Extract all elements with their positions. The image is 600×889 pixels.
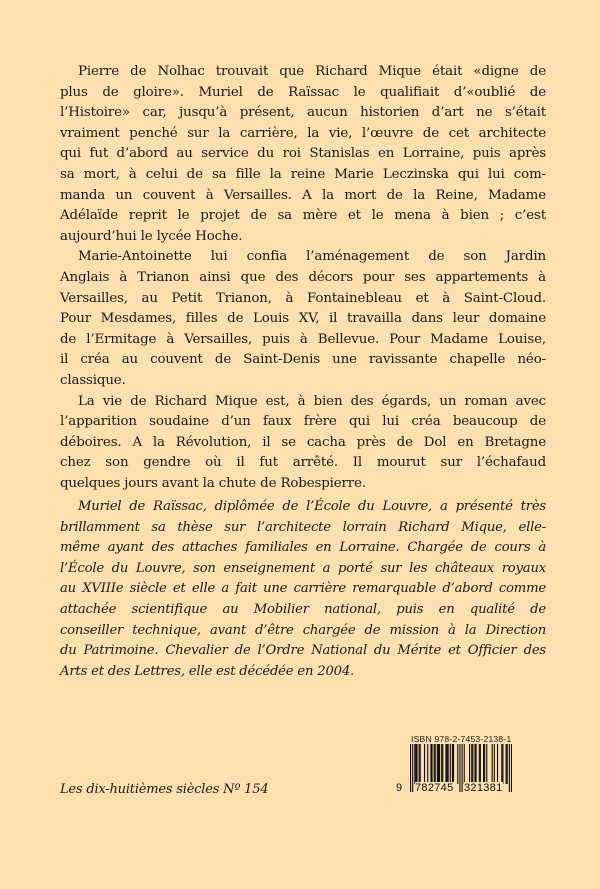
- barcode-bar: [430, 744, 431, 784]
- barcode-bar: [452, 744, 453, 784]
- barcode-bar: [486, 744, 487, 784]
- text-line: qui fut d’abord au service du roi Stanislas en Lorraine, puis après: [60, 146, 546, 162]
- barcode-bar: [419, 744, 420, 784]
- barcode-bar: [424, 744, 425, 784]
- barcode-bar: [414, 744, 415, 784]
- barcode-bar: [416, 744, 417, 784]
- barcode-first-digit: 9: [396, 782, 403, 794]
- text-line: sa mort, à celui de sa fille la reine Marie Leczinska qui lui com-: [60, 166, 546, 182]
- barcode-bar: [450, 744, 451, 784]
- barcode-bar: [447, 744, 448, 784]
- barcode-bar: [437, 744, 438, 784]
- text-line: chez son gendre où il fut arrêté. Il mourut sur l’échafaud: [60, 455, 546, 471]
- barcode-bar: [509, 744, 510, 792]
- barcode-bar: [442, 744, 443, 784]
- series-label: Les dix-huitièmes siècles Nº 154: [60, 782, 269, 797]
- barcode-bar: [479, 744, 480, 784]
- text-line: il créa au couvent de Saint-Denis une ravissante chapelle néo-: [60, 352, 546, 368]
- barcode-bar: [445, 744, 446, 784]
- bio-line: brillamment sa thèse sur l’architecte lorrain Richard Mique, elle-: [60, 519, 546, 535]
- text-line: l’apparition soudaine d’un faux frère qui lui créa beaucoup de: [60, 414, 546, 430]
- barcode-bar: [507, 744, 508, 784]
- author-bio: [60, 497, 546, 682]
- text-line: déboires. A la Révolution, il se cacha près de Dol en Bretagne: [60, 434, 546, 450]
- text-line: vraiment penché sur la carrière, la vie, l’œuvre de cet architecte: [60, 125, 546, 141]
- text-line: La vie de Richard Mique est, à bien des égards, un roman avec: [78, 393, 546, 409]
- barcode-bar: [471, 744, 472, 784]
- bio-line: l’École du Louvre, son enseignement a porté sur les châteaux royaux: [60, 560, 546, 576]
- barcode-bar: [501, 744, 502, 784]
- text-line: Marie-Antoinette lui confia l’aménagement de son Jardin: [78, 249, 546, 265]
- bio-line: conseiller technique, avant d’être chargée de mission à la Direction: [60, 622, 546, 638]
- barcode-bar: [492, 744, 493, 784]
- text-line: manda un couvent à Versailles. A la mort de la Reine, Madame: [60, 187, 546, 203]
- isbn-label: ISBN 978-2-7453-2138-1: [411, 734, 512, 744]
- text-line: Pierre de Nolhac trouvait que Richard Mique était «digne de: [78, 64, 546, 79]
- barcode-bar: [448, 744, 449, 784]
- barcode-bar: [475, 744, 476, 784]
- text-line: aujourd’hui le lycée Hoche.: [60, 228, 243, 244]
- barcode-bar: [464, 744, 465, 784]
- barcode-bar: [457, 744, 458, 784]
- barcode-bar: [494, 744, 495, 784]
- barcode-right-digits: 321381: [464, 782, 503, 794]
- bio-line: attachée scientifique au Mobilier national, puis en qualité de: [60, 601, 546, 617]
- barcode-bar: [412, 744, 413, 792]
- barcode-bar: [439, 744, 440, 784]
- barcode-bar: [420, 744, 421, 784]
- barcode-left-digits: 782745: [415, 782, 454, 794]
- barcode-bar: [469, 744, 470, 784]
- text-line: Adélaïde reprit le projet de sa mère et le mena à bien ; c’est: [60, 208, 546, 224]
- barcode-bar: [438, 744, 439, 784]
- bio-line: au XVIIIe siècle et elle a fait une carrière remarquable d’abord comme: [60, 581, 546, 597]
- barcode-bar: [462, 744, 463, 792]
- text-line: quelques jours avant la chute de Robespierre.: [60, 475, 366, 491]
- barcode-bar: [480, 744, 481, 784]
- barcode-bar: [453, 744, 454, 784]
- description-text: [60, 62, 546, 494]
- barcode-bar: [431, 744, 432, 784]
- barcode-bar: [410, 744, 411, 792]
- bio-line: Muriel de Raïssac, diplômée de l’École du Louvre, a présenté très: [78, 499, 546, 514]
- barcode-bar: [497, 744, 498, 784]
- text-line: plus de gloire». Muriel de Raïssac le qualifiait d’«oublié de: [60, 84, 546, 100]
- text-line: classique.: [60, 372, 126, 388]
- text-line: Pour Mesdames, filles de Louis XV, il travailla dans leur domaine: [60, 311, 546, 327]
- barcode-bar: [415, 744, 416, 784]
- bio-line: Arts et des Lettres, elle est décédée en 2004.: [60, 663, 355, 679]
- text-line: Versailles, au Petit Trianon, à Fontainebleau et à Saint-Cloud.: [60, 290, 546, 306]
- barcode-bar: [427, 744, 428, 784]
- bio-line: même ayant des attaches familiales en Lorraine. Chargée de cours à: [60, 540, 546, 556]
- barcode-bar: [502, 744, 503, 784]
- barcode-bar: [474, 744, 475, 784]
- barcode-bar: [435, 744, 436, 784]
- barcode-bar: [459, 744, 460, 792]
- barcode-bar: [506, 744, 507, 784]
- barcode-bar: [434, 744, 435, 784]
- bio-line: du Patrimoine. Chevalier de l’Ordre National du Mérite et Officier des: [60, 643, 546, 659]
- barcode-bar: [484, 744, 485, 784]
- barcode-bar: [441, 744, 442, 784]
- barcode-bar: [483, 744, 484, 784]
- text-line: Anglais à Trianon ainsi que des décors pour ses appartements à: [60, 269, 546, 285]
- barcode-bar: [511, 744, 512, 792]
- barcode-bar: [472, 744, 473, 784]
- text-line: l’Histoire» car, jusqu’à présent, aucun historien d’art ne s’était: [60, 105, 546, 121]
- text-line: de l’Ermitage à Versailles, puis à Bellevue. Pour Madame Louise,: [60, 331, 546, 347]
